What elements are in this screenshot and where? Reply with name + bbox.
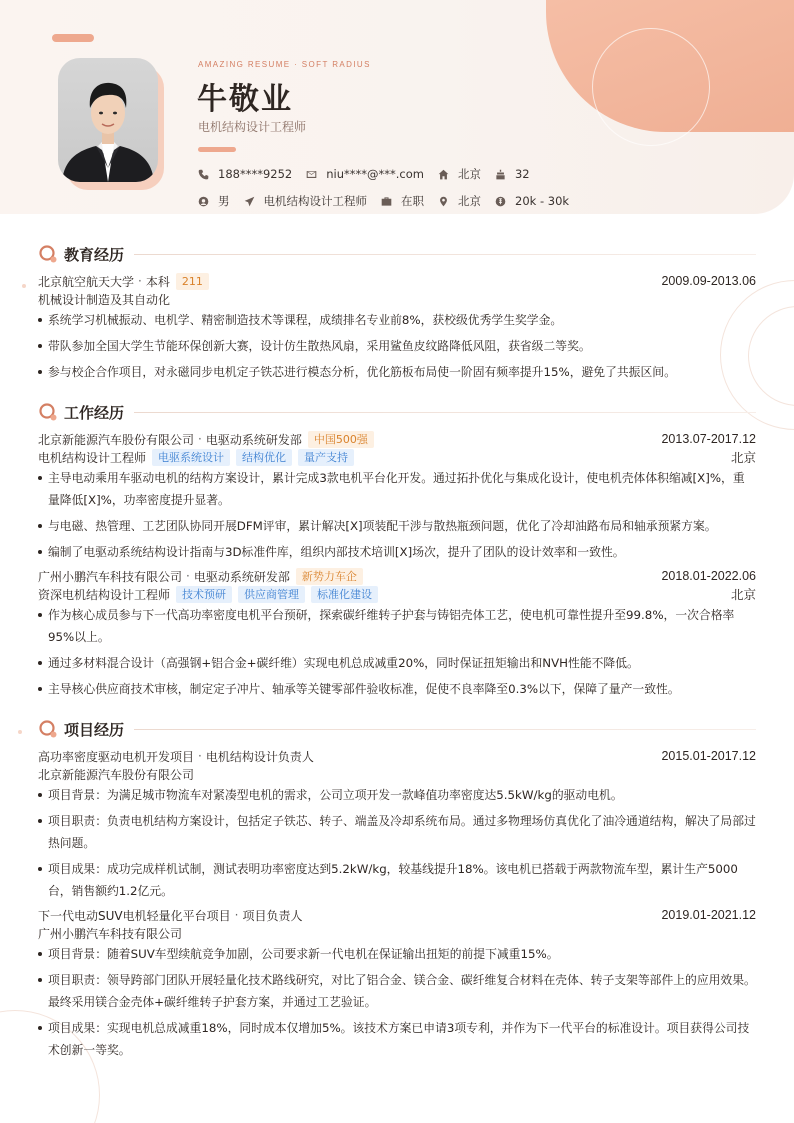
list-item: 项目成果：实现电机总成减重18%，同时成本仅增加5%。该技术方案已申请3项专利，并作为下一代平台的标准设计。项目获得公司技术创新一等奖。 xyxy=(38,1017,756,1061)
project-dates: 2019.01-2021.12 xyxy=(661,908,756,922)
section-title: 工作经历 xyxy=(64,403,125,422)
mail-icon xyxy=(306,169,317,180)
email-item xyxy=(306,167,424,181)
major: 机械设计制造及其自动化 xyxy=(38,292,171,307)
section-divider xyxy=(134,729,756,730)
skill-tag: 技术预研 xyxy=(176,586,232,603)
cake-icon xyxy=(495,169,506,180)
list-item: 系统学习机械振动、电机学、精密制造技术等课程，成绩排名专业前8%，获校级优秀学生奖学金。 xyxy=(38,309,756,331)
job-role-line xyxy=(38,585,756,603)
company-name: 广州小鹏汽车科技有限公司 xyxy=(38,569,183,584)
project-dates: 2015.01-2017.12 xyxy=(661,749,756,763)
section-title: 项目经历 xyxy=(64,720,125,739)
section-header xyxy=(38,400,756,424)
job-bullets xyxy=(38,467,756,563)
age-text: 32 xyxy=(514,167,530,181)
decorative-dot xyxy=(18,730,22,734)
project-org: 广州小鹏汽车科技有限公司 xyxy=(38,926,183,941)
section-header xyxy=(38,242,756,266)
list-item: 主导电动乘用车驱动电机的结构方案设计，累计完成3款电机平台化开发。通过拓扑优化与集成化设计，使电机壳体体积缩减[X]%，重量降低[X]%，功率密度提升显著。 xyxy=(38,467,756,511)
intent-city-item xyxy=(438,193,481,209)
degree: 本科 xyxy=(145,274,170,289)
job-intent-row xyxy=(198,193,583,209)
project-org: 北京新能源汽车股份有限公司 xyxy=(38,767,195,782)
phone-item xyxy=(198,167,292,181)
section-title: 教育经历 xyxy=(64,245,125,264)
salary-icon xyxy=(495,196,506,207)
decorative-dot xyxy=(22,284,26,288)
education-section xyxy=(38,242,756,387)
job-entry-header: 广州小鹏汽车科技有限公司 · 电驱动系统研发部 新势力车企 2018.01-2022.06 xyxy=(38,569,756,584)
location-pin-icon xyxy=(438,196,449,207)
school-name: 北京航空航天大学 xyxy=(38,274,135,289)
projects-section xyxy=(38,717,756,1065)
home-icon xyxy=(438,169,449,180)
list-item: 项目职责：负责电机结构方案设计，包括定子铁芯、转子、端盖及冷却系统布局。通过多物理场仿真优化了油冷通道结构，解决了局部过热问题。 xyxy=(38,810,756,854)
education-entry-header: 北京航空航天大学 · 本科 211 2009.09-2013.06 xyxy=(38,274,756,289)
school-badge: 211 xyxy=(176,273,209,290)
skill-tag: 电驱系统设计 xyxy=(152,449,230,466)
gender-item xyxy=(198,193,230,209)
skill-tag: 供应商管理 xyxy=(238,586,305,603)
project-name: 下一代电动SUV电机轻量化平台项目 xyxy=(38,908,231,923)
job-dates: 2013.07-2017.12 xyxy=(661,432,756,446)
candidate-name: 牛敬业 xyxy=(197,82,293,117)
list-item: 通过多材料混合设计（高强钢+铝合金+碳纤维）实现电机总成减重20%，同时保证扭矩输出和NVH性能不降低。 xyxy=(38,652,756,674)
skill-tag: 标准化建设 xyxy=(311,586,378,603)
company-name: 北京新能源汽车股份有限公司 xyxy=(38,432,195,447)
magnifier-icon xyxy=(38,402,58,422)
send-icon xyxy=(244,196,255,207)
job-city: 北京 xyxy=(730,451,756,465)
gender-text: 男 xyxy=(218,194,230,208)
list-item: 项目成果：成功完成样机试制，测试表明功率密度达到5.2kW/kg，较基线提升18%。该电机已搭载于两款物流车型，累计生产5000台，销售额约1.2亿元。 xyxy=(38,858,756,902)
list-item: 项目背景：为满足城市物流车对紧凑型电机的需求，公司立项开发一款峰值功率密度达5.5kW/kg的驱动电机。 xyxy=(38,784,756,806)
job-bullets xyxy=(38,604,756,700)
project-role: 项目负责人 xyxy=(242,908,303,923)
company-badge: 新势力车企 xyxy=(296,568,363,585)
section-divider xyxy=(134,412,756,413)
company-badge: 中国500强 xyxy=(308,431,374,448)
email-text: niu****@***.com xyxy=(326,167,424,181)
project-bullets xyxy=(38,784,756,902)
phone-icon xyxy=(198,169,209,180)
list-item: 作为核心成员参与下一代高功率密度电机平台预研，探索碳纤维转子护套与铸铝壳体工艺，使电机可靠性提升至99.8%，一次合格率95%以上。 xyxy=(38,604,756,648)
list-item: 参与校企合作项目，对永磁同步电机定子铁芯进行模态分析，优化筋板布局使一阶固有频率提升15%，避免了共振区间。 xyxy=(38,361,756,383)
list-item: 主导核心供应商技术审核，制定定子冲片、轴承等关键零部件验收标准，促使不良率降至0.3%以下，保障了量产一致性。 xyxy=(38,678,756,700)
status-item xyxy=(381,193,424,209)
status-text: 在职 xyxy=(401,194,424,208)
education-dates: 2009.09-2013.06 xyxy=(661,274,756,288)
phone-text: 188****9252 xyxy=(218,167,293,181)
job-entry-header: 北京新能源汽车股份有限公司 · 电驱动系统研发部 中国500强 2013.07-2017.12 xyxy=(38,432,756,447)
title-accent-bar xyxy=(198,147,236,152)
project-entry-header: 下一代电动SUV电机轻量化平台项目 · 项目负责人 2019.01-2021.12 xyxy=(38,908,756,923)
salary-text: 20k - 30k xyxy=(515,194,570,208)
project-role: 电机结构设计负责人 xyxy=(205,749,314,764)
list-item: 编制了电驱动系统结构设计指南与3D标准件库，组织内部技术培训[X]场次，提升了团队的设计效率和一致性。 xyxy=(38,541,756,563)
job-role: 电机结构设计工程师 xyxy=(38,450,147,465)
work-section xyxy=(38,400,756,704)
list-item: 项目职责：领导跨部门团队开展轻量化技术路线研究，对比了铝合金、镁合金、碳纤维复合材料在壳体、转子支架等部件上的应用效果。最终采用镁合金壳体+碳纤维转子护套方案，并通过工艺验证。 xyxy=(38,969,756,1013)
home-item xyxy=(438,166,481,182)
department: 电驱动系统研发部 xyxy=(205,432,302,447)
candidate-title: 电机结构设计工程师 xyxy=(198,120,307,134)
skill-tag: 结构优化 xyxy=(236,449,292,466)
job-role: 资深电机结构设计工程师 xyxy=(38,587,171,602)
job-city: 北京 xyxy=(730,588,756,602)
decorative-ring xyxy=(592,28,710,146)
job-dates: 2018.01-2022.06 xyxy=(661,569,756,583)
intent-city-text: 北京 xyxy=(458,194,481,208)
list-item: 项目背景：随着SUV车型续航竞争加剧，公司要求新一代电机在保证输出扭矩的前提下减重15%。 xyxy=(38,943,756,965)
section-divider xyxy=(134,254,756,255)
magnifier-icon xyxy=(38,244,58,264)
job-role-line xyxy=(38,448,756,466)
intent-position-item xyxy=(244,193,368,209)
project-name: 高功率密度驱动电机开发项目 xyxy=(38,749,195,764)
accent-pill xyxy=(52,34,94,42)
briefcase-icon xyxy=(381,196,392,207)
contact-row xyxy=(198,166,544,182)
header-kicker: AMAZING RESUME · SOFT RADIUS xyxy=(198,60,371,69)
intent-position-text: 电机结构设计工程师 xyxy=(263,194,367,208)
list-item: 与电磁、热管理、工艺团队协同开展DFM评审，累计解决[X]项装配干涉与散热瓶颈问题，优化了冷却油路布局和轴承预紧方案。 xyxy=(38,515,756,537)
salary-item xyxy=(495,194,569,208)
age-item xyxy=(495,167,530,181)
list-item: 带队参加全国大学生节能环保创新大赛，设计仿生散热风扇，采用鲨鱼皮纹路降低风阻，获省级二等奖。 xyxy=(38,335,756,357)
gender-icon xyxy=(198,196,209,207)
project-entry-header: 高功率密度驱动电机开发项目 · 电机结构设计负责人 2015.01-2017.12 xyxy=(38,749,756,764)
home-text: 北京 xyxy=(457,167,481,181)
education-bullets xyxy=(38,309,756,383)
skill-tag: 量产支持 xyxy=(298,449,354,466)
magnifier-icon xyxy=(38,719,58,739)
section-header xyxy=(38,717,756,741)
profile-photo xyxy=(58,58,158,182)
project-bullets xyxy=(38,943,756,1061)
department: 电驱动系统研发部 xyxy=(193,569,290,584)
